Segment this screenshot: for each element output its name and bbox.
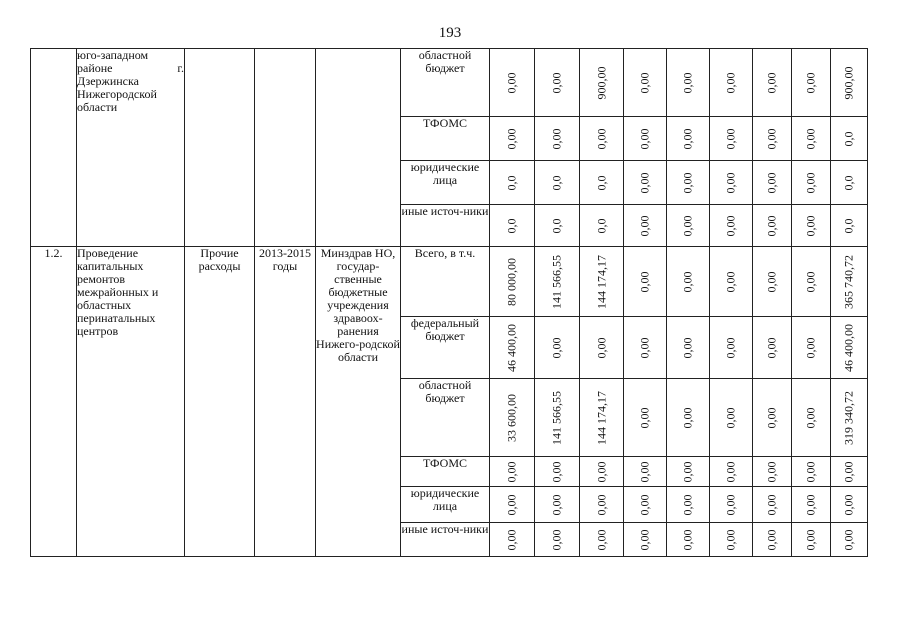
value-text: 900,00 <box>594 66 608 99</box>
value-text: 0,00 <box>680 271 695 292</box>
value-cell <box>710 205 753 247</box>
value-text: 319 340,72 <box>841 390 856 445</box>
years-cell <box>255 247 316 557</box>
source-label: Всего, в т.ч. <box>401 247 490 317</box>
value-cell <box>490 457 535 487</box>
executor-cell <box>316 247 401 557</box>
value-text: 0,00 <box>637 337 652 358</box>
value-cell <box>667 205 710 247</box>
value-text: 141 566,55 <box>549 390 564 445</box>
value-text: 0,00 <box>504 494 519 515</box>
value-cell <box>792 247 831 317</box>
value-cell <box>710 247 753 317</box>
row-name-cell <box>77 247 185 557</box>
value-cell <box>580 317 624 379</box>
source-label: иные источ-ники <box>401 523 490 557</box>
value-cell <box>710 379 753 457</box>
value-text: 0,00 <box>841 461 856 482</box>
value-text: 0,00 <box>764 494 779 515</box>
value-text: 0,00 <box>764 128 779 149</box>
source-label: областной бюджет <box>401 49 490 117</box>
value-cell <box>710 523 753 557</box>
value-text: 0,00 <box>549 494 564 515</box>
table-row <box>31 49 868 117</box>
value-text: 46 400,00 <box>841 323 856 372</box>
value-text: 0,00 <box>764 215 779 236</box>
value-text: 0,00 <box>723 407 738 428</box>
value-text: 0,00 <box>803 215 818 236</box>
value-text: 0,00 <box>680 494 695 515</box>
value-cell <box>580 49 624 117</box>
value-text: 0,00 <box>637 172 652 193</box>
value-cell <box>535 379 580 457</box>
value-text: 900,00 <box>841 66 856 99</box>
value-text: 0,0 <box>504 218 519 233</box>
value-cell <box>710 457 753 487</box>
value-cell <box>535 49 580 117</box>
value-text: 0,0 <box>841 218 856 233</box>
value-text: 0,00 <box>504 128 519 149</box>
value-text: 0,00 <box>680 215 695 236</box>
value-cell <box>831 117 868 161</box>
source-label: ТФОМС <box>401 457 490 487</box>
value-text: 0,00 <box>723 128 738 149</box>
value-cell <box>490 523 535 557</box>
value-cell <box>792 205 831 247</box>
value-text: 144 174,17 <box>594 254 608 309</box>
value-text: 0,0 <box>594 218 608 233</box>
value-text: 0,0 <box>841 175 856 190</box>
value-cell <box>792 117 831 161</box>
value-cell <box>667 161 710 205</box>
name-line: юго-западном <box>77 48 149 62</box>
value-text: 0,00 <box>841 494 856 515</box>
value-cell <box>792 379 831 457</box>
value-text: 0,00 <box>637 494 652 515</box>
value-cell <box>792 487 831 523</box>
value-cell <box>490 161 535 205</box>
value-cell <box>667 317 710 379</box>
value-cell <box>831 49 868 117</box>
value-text: 0,00 <box>549 337 564 358</box>
value-cell <box>831 487 868 523</box>
value-cell <box>667 523 710 557</box>
row-number-cell <box>31 49 77 247</box>
value-cell <box>490 379 535 457</box>
value-cell <box>753 161 792 205</box>
executor-cell <box>316 49 401 247</box>
value-text: 0,0 <box>504 175 519 190</box>
value-text: 0,00 <box>594 461 608 482</box>
value-cell <box>710 161 753 205</box>
value-cell <box>667 487 710 523</box>
value-cell <box>580 117 624 161</box>
value-cell <box>667 457 710 487</box>
value-text: 144 174,17 <box>594 390 608 445</box>
value-text: 0,00 <box>803 128 818 149</box>
value-cell <box>624 205 667 247</box>
value-cell <box>624 379 667 457</box>
source-label: областной бюджет <box>401 379 490 457</box>
value-cell <box>624 49 667 117</box>
value-cell <box>710 49 753 117</box>
value-text: 0,00 <box>723 72 738 93</box>
value-cell <box>831 161 868 205</box>
value-text: 0,00 <box>723 461 738 482</box>
value-text: 0,00 <box>803 172 818 193</box>
value-text: 0,00 <box>637 461 652 482</box>
value-cell <box>624 247 667 317</box>
value-cell <box>580 457 624 487</box>
row-name: Проведение капитальных ремонтов межрайонных и областных перинатальных центров <box>77 246 159 338</box>
value-cell <box>753 487 792 523</box>
value-text: 0,0 <box>549 218 564 233</box>
name-line: районе г. <box>77 61 184 75</box>
value-text: 0,00 <box>803 271 818 292</box>
row-number-cell <box>31 247 77 557</box>
value-text: 0,00 <box>764 271 779 292</box>
page-number: 193 <box>438 25 462 41</box>
value-text: 0,00 <box>504 461 519 482</box>
value-cell <box>490 317 535 379</box>
value-text: 0,00 <box>680 461 695 482</box>
value-cell <box>831 457 868 487</box>
value-cell <box>831 247 868 317</box>
value-text: 0,00 <box>803 494 818 515</box>
value-cell <box>624 117 667 161</box>
value-cell <box>710 117 753 161</box>
value-text: 0,00 <box>594 128 608 149</box>
value-text: 0,00 <box>803 461 818 482</box>
value-cell <box>753 117 792 161</box>
value-text: 0,00 <box>764 337 779 358</box>
row-number: 1.2. <box>44 246 63 260</box>
years-cell <box>255 49 316 247</box>
value-text: 0,00 <box>504 529 519 550</box>
name-line: Нижегородской <box>77 87 157 101</box>
name-line: области <box>77 100 118 114</box>
value-cell <box>792 49 831 117</box>
value-cell <box>580 379 624 457</box>
value-text: 0,00 <box>803 72 818 93</box>
value-cell <box>792 317 831 379</box>
value-cell <box>535 205 580 247</box>
value-cell <box>753 247 792 317</box>
value-cell <box>667 379 710 457</box>
value-cell <box>753 379 792 457</box>
value-text: 365 740,72 <box>841 254 856 309</box>
value-cell <box>490 49 535 117</box>
value-cell <box>535 117 580 161</box>
value-cell <box>580 487 624 523</box>
value-text: 0,0 <box>841 131 856 146</box>
source-label: федеральный бюджет <box>401 317 490 379</box>
value-text: 0,00 <box>803 529 818 550</box>
value-text: 0,00 <box>764 529 779 550</box>
value-cell <box>490 205 535 247</box>
value-text: 0,00 <box>594 337 608 358</box>
value-cell <box>624 487 667 523</box>
value-text: 0,0 <box>549 175 564 190</box>
value-cell <box>753 457 792 487</box>
value-text: 0,00 <box>637 407 652 428</box>
value-cell <box>535 487 580 523</box>
expense-type: Прочие расходы <box>198 246 241 273</box>
value-cell <box>624 161 667 205</box>
value-text: 0,00 <box>764 72 779 93</box>
value-cell <box>535 161 580 205</box>
value-text: 0,00 <box>764 172 779 193</box>
value-cell <box>490 247 535 317</box>
value-text: 0,00 <box>594 529 608 550</box>
value-cell <box>667 117 710 161</box>
value-text: 0,00 <box>723 337 738 358</box>
value-cell <box>490 487 535 523</box>
table-row <box>31 247 868 317</box>
source-label: ТФОМС <box>401 117 490 161</box>
value-text: 0,00 <box>637 215 652 236</box>
value-text: 0,00 <box>637 72 652 93</box>
value-text: 0,00 <box>680 407 695 428</box>
value-cell <box>710 487 753 523</box>
row-name-cell <box>77 49 185 247</box>
value-text: 0,00 <box>680 529 695 550</box>
value-text: 0,00 <box>549 461 564 482</box>
value-cell <box>535 523 580 557</box>
source-label: юридические лица <box>401 161 490 205</box>
value-cell <box>535 247 580 317</box>
value-text: 0,00 <box>803 407 818 428</box>
value-cell <box>831 523 868 557</box>
value-text: 0,00 <box>764 407 779 428</box>
value-text: 0,00 <box>637 529 652 550</box>
value-text: 0,0 <box>594 175 608 190</box>
value-cell <box>831 205 868 247</box>
value-text: 0,00 <box>549 529 564 550</box>
value-cell <box>792 523 831 557</box>
value-cell <box>624 317 667 379</box>
value-cell <box>624 457 667 487</box>
value-text: 0,00 <box>723 271 738 292</box>
value-cell <box>624 523 667 557</box>
value-cell <box>667 247 710 317</box>
value-text: 0,00 <box>504 72 519 93</box>
value-cell <box>792 457 831 487</box>
value-text: 46 400,00 <box>504 323 519 372</box>
value-text: 0,00 <box>549 72 564 93</box>
expense-type-cell <box>185 49 255 247</box>
value-cell <box>753 523 792 557</box>
source-label: иные источ-ники <box>401 205 490 247</box>
value-text: 0,00 <box>764 461 779 482</box>
name-line: Дзержинска <box>77 74 139 88</box>
value-text: 0,00 <box>803 337 818 358</box>
value-cell <box>753 317 792 379</box>
value-cell <box>490 117 535 161</box>
value-cell <box>710 317 753 379</box>
value-text: 0,00 <box>680 128 695 149</box>
value-cell <box>580 523 624 557</box>
value-cell <box>831 379 868 457</box>
budget-table <box>30 48 868 557</box>
years: 2013-2015 годы <box>259 246 311 273</box>
value-text: 0,00 <box>680 72 695 93</box>
value-cell <box>792 161 831 205</box>
value-text: 141 566,55 <box>549 254 564 309</box>
value-cell <box>535 317 580 379</box>
value-text: 33 600,00 <box>504 393 519 442</box>
value-cell <box>753 49 792 117</box>
value-cell <box>753 205 792 247</box>
value-text: 0,00 <box>637 271 652 292</box>
value-cell <box>580 247 624 317</box>
value-cell <box>831 317 868 379</box>
value-text: 0,00 <box>680 337 695 358</box>
value-text: 0,00 <box>723 172 738 193</box>
executor: Минздрав НО, государ-ственные бюджетные учреждения здравоох-ранения Нижего-родской области <box>316 246 400 364</box>
value-text: 0,00 <box>723 494 738 515</box>
value-text: 0,00 <box>723 529 738 550</box>
value-text: 0,00 <box>637 128 652 149</box>
value-text: 0,00 <box>680 172 695 193</box>
value-cell <box>580 161 624 205</box>
value-cell <box>535 457 580 487</box>
value-cell <box>580 205 624 247</box>
value-text: 0,00 <box>841 529 856 550</box>
value-text: 80 000,00 <box>504 257 519 306</box>
source-label: юридические лица <box>401 487 490 523</box>
value-text: 0,00 <box>723 215 738 236</box>
value-cell <box>667 49 710 117</box>
value-text: 0,00 <box>549 128 564 149</box>
value-text: 0,00 <box>594 494 608 515</box>
expense-type-cell <box>185 247 255 557</box>
